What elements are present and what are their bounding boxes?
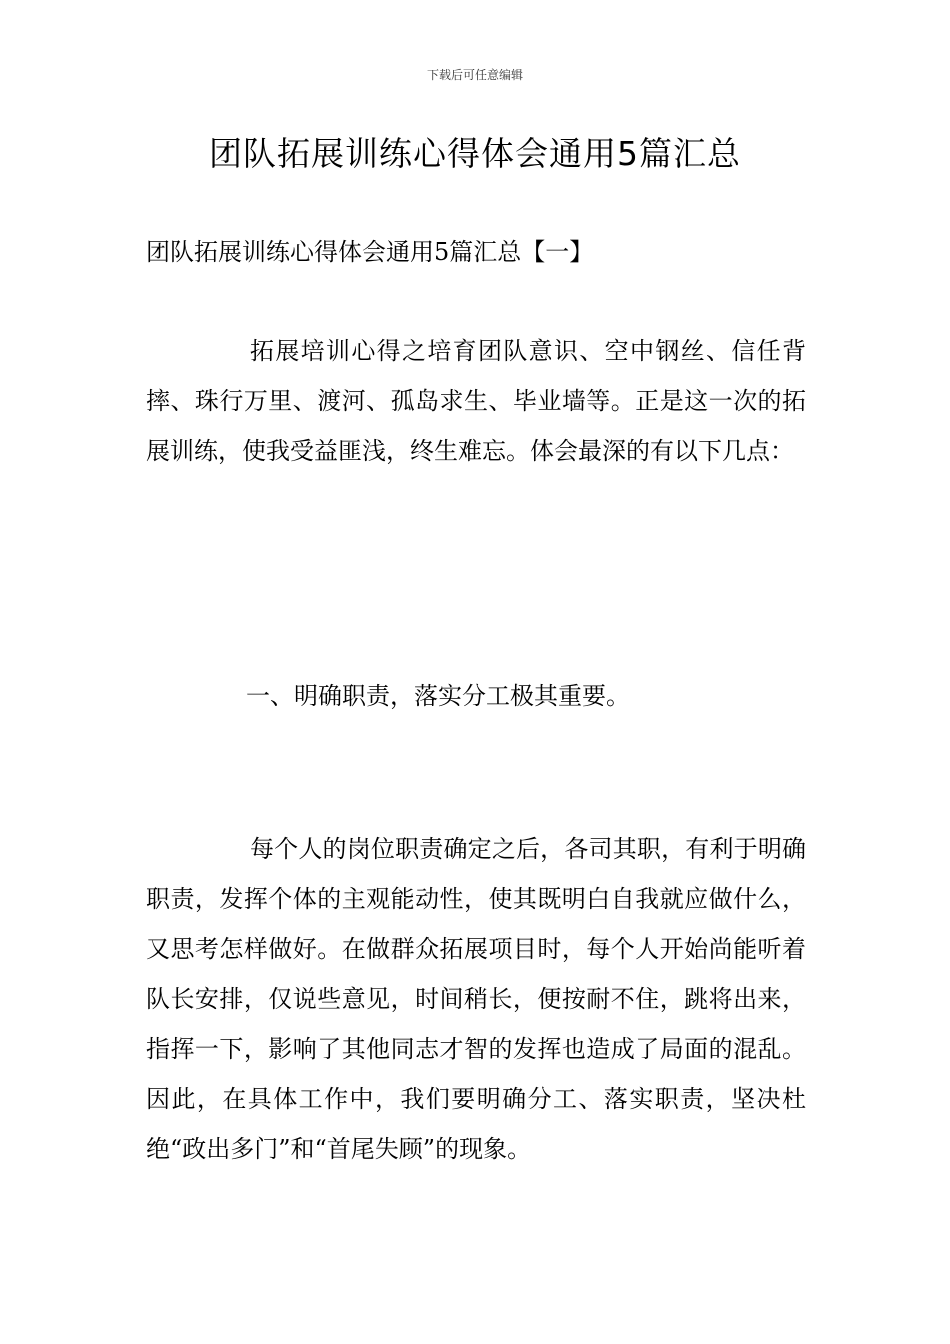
header-note: 下载后可任意编辑 xyxy=(426,68,523,82)
point-heading-1: 一、明确职责，落实分工极其重要。 xyxy=(246,682,630,710)
paragraph-intro: 拓展培训心得之培育团队意识、空中钢丝、信任背摔、珠行万里、渡河、孤岛求生、毕业墙等。正是这一次的拓展训练，使我受益匪浅，终生难忘。体会最深的有以下几点： xyxy=(146,337,806,465)
paragraph-point-1: 每个人的岗位职责确定之后，各司其职，有利于明确职责，发挥个体的主观能动性，使其既明白自我就应做什么，又思考怎样做好。在做群众拓展项目时，每个人开始尚能听着队长安排，仅说些意见，时间稍长，便按耐不住，跳将出来，指挥一下，影响了其他同志才智的发挥也造成了局面的混乱。因此，在具体工作中，我们要明确分工、落实职责，坚决杜绝“政出多门”和“首尾失顾”的现象。 xyxy=(146,835,806,1163)
document-title: 团队拓展训练心得体会通用5篇汇总 xyxy=(209,134,741,173)
section-heading: 团队拓展训练心得体会通用5篇汇总【一】 xyxy=(146,238,594,266)
